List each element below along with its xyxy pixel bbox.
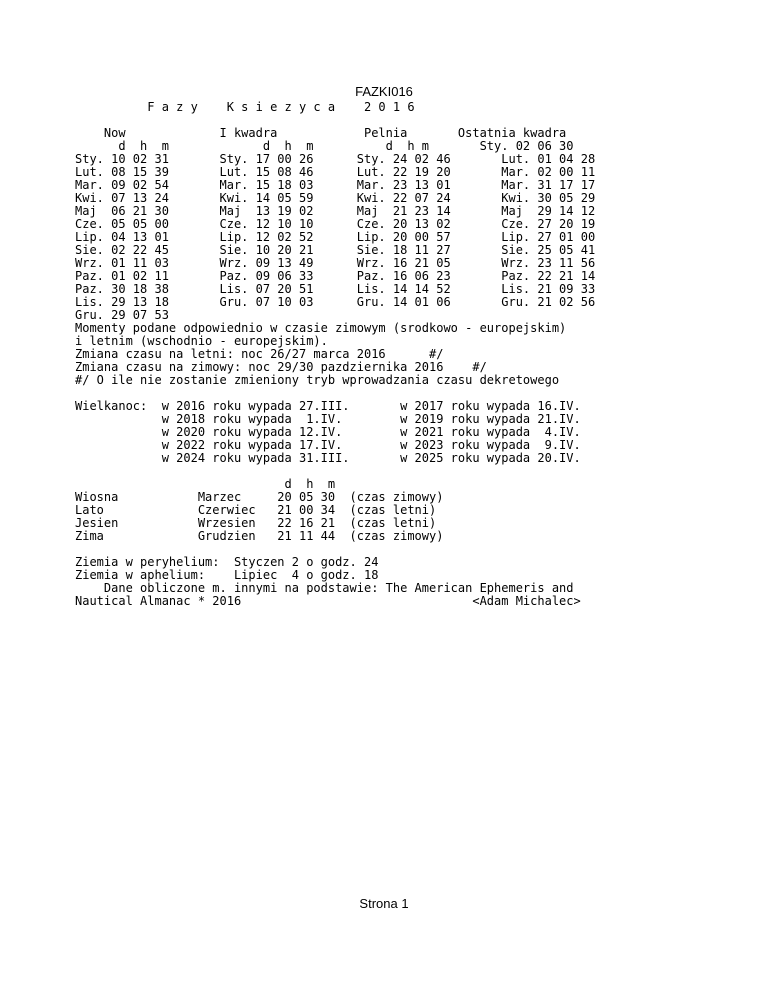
- text-line: Mar. 09 02 54 Mar. 15 18 03 Mar. 23 13 01 Mar. 31 17 17: [75, 178, 596, 192]
- document-body: [75, 101, 595, 608]
- text-line: Zmiana czasu na letni: noc 26/27 marca 2016 #/: [75, 347, 444, 361]
- text-line: w 2020 roku wypada 12.IV. w 2021 roku wypada 4.IV.: [75, 425, 581, 439]
- text-line: Wiosna Marzec 20 05 30 (czas zimowy): [75, 490, 444, 504]
- text-line: Kwi. 07 13 24 Kwi. 14 05 59 Kwi. 22 07 24 Kwi. 30 05 29: [75, 191, 596, 205]
- text-line: Nautical Almanac * 2016 <Adam Michalec>: [75, 594, 581, 608]
- text-line: Zmiana czasu na zimowy: noc 29/30 pazdziernika 2016 #/: [75, 360, 487, 374]
- text-line: Gru. 29 07 53: [75, 308, 169, 322]
- text-line: Jesien Wrzesien 22 16 21 (czas letni): [75, 516, 437, 530]
- text-line: Wrz. 01 11 03 Wrz. 09 13 49 Wrz. 16 21 05 Wrz. 23 11 56: [75, 256, 596, 270]
- text-line: Cze. 05 05 00 Cze. 12 10 10 Cze. 20 13 02 Cze. 27 20 19: [75, 217, 596, 231]
- text-line: Momenty podane odpowiednio w czasie zimowym (srodkowo - europejskim): [75, 321, 567, 335]
- text-line: Lut. 08 15 39 Lut. 15 08 46 Lut. 22 19 20 Mar. 02 00 11: [75, 165, 596, 179]
- page-header: FAZKI016: [355, 84, 413, 99]
- text-line: Lato Czerwiec 21 00 34 (czas letni): [75, 503, 437, 517]
- text-line: Ziemia w aphelium: Lipiec 4 o godz. 18: [75, 568, 379, 582]
- text-line: Maj 06 21 30 Maj 13 19 02 Maj 21 23 14 Maj 29 14 12: [75, 204, 596, 218]
- page-footer: Strona 1: [359, 896, 409, 911]
- text-line: Lip. 04 13 01 Lip. 12 02 52 Lip. 20 00 57 Lip. 27 01 00: [75, 230, 596, 244]
- text-line: Now I kwadra Pelnia Ostatnia kwadra: [75, 126, 567, 140]
- text-line: Paz. 01 02 11 Paz. 09 06 33 Paz. 16 06 23 Paz. 22 21 14: [75, 269, 596, 283]
- text-line: Wielkanoc: w 2016 roku wypada 27.III. w 2017 roku wypada 16.IV.: [75, 399, 581, 413]
- text-line: d h m d h m d h m Sty. 02 06 30: [75, 139, 574, 153]
- text-line: Sty. 10 02 31 Sty. 17 00 26 Sty. 24 02 46 Lut. 01 04 28: [75, 152, 596, 166]
- text-line: w 2022 roku wypada 17.IV. w 2023 roku wypada 9.IV.: [75, 438, 581, 452]
- text-line: Zima Grudzien 21 11 44 (czas zimowy): [75, 529, 444, 543]
- text-line: w 2018 roku wypada 1.IV. w 2019 roku wypada 21.IV.: [75, 412, 581, 426]
- text-line: #/ O ile nie zostanie zmieniony tryb wprowadzania czasu dekretowego: [75, 373, 560, 387]
- text-line: Dane obliczone m. innymi na podstawie: The American Ephemeris and: [75, 581, 574, 595]
- text-line: i letnim (wschodnio - europejskim).: [75, 334, 328, 348]
- text-line: w 2024 roku wypada 31.III. w 2025 roku wypada 20.IV.: [75, 451, 581, 465]
- text-line: F a z y K s i e z y c a 2 0 1 6: [75, 100, 415, 114]
- text-line: d h m: [75, 477, 336, 491]
- text-line: Lis. 29 13 18 Gru. 07 10 03 Gru. 14 01 06 Gru. 21 02 56: [75, 295, 596, 309]
- text-line: Paz. 30 18 38 Lis. 07 20 51 Lis. 14 14 52 Lis. 21 09 33: [75, 282, 596, 296]
- text-line: Sie. 02 22 45 Sie. 10 20 21 Sie. 18 11 27 Sie. 25 05 41: [75, 243, 596, 257]
- text-line: Ziemia w peryhelium: Styczen 2 o godz. 24: [75, 555, 379, 569]
